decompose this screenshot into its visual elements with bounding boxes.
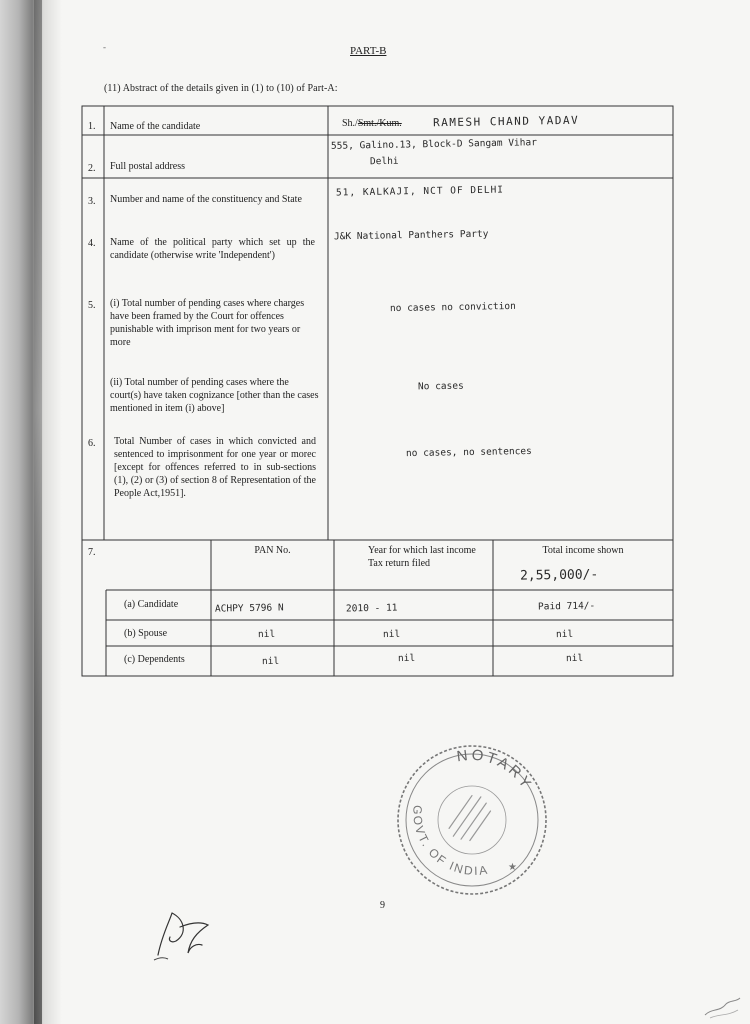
pan-header: PAN No. bbox=[254, 545, 291, 556]
row-5-number: 5. bbox=[88, 300, 96, 311]
row-3-number: 3. bbox=[88, 196, 96, 207]
dependents-label: (c) Dependents bbox=[124, 654, 185, 665]
candidate-name-value: RAMESH CHAND YADAV bbox=[432, 113, 580, 130]
title-prefix bbox=[342, 117, 402, 130]
candidate-tax-paid-value: Paid 714/- bbox=[537, 600, 596, 613]
candidate-income-value: 2,55,000/- bbox=[519, 567, 599, 584]
row-2-number: 2. bbox=[88, 163, 96, 174]
header-dash: - bbox=[103, 42, 106, 52]
dependents-year-value: nil bbox=[397, 652, 416, 665]
row-5i-label: (i) Total number of pending cases where charges have been framed by the Court for offences punishable with imprison ment for two years or more bbox=[110, 298, 305, 348]
row-3-label: Number and name of the constituency and State bbox=[110, 194, 302, 205]
postal-address-line2: Delhi bbox=[369, 155, 399, 168]
title-prefix-struck: Smt./Kum. bbox=[357, 118, 402, 129]
candidate-label: (a) Candidate bbox=[124, 599, 179, 610]
row-1-number: 1. bbox=[88, 121, 96, 132]
spouse-year-value: nil bbox=[382, 628, 401, 641]
candidate-pan-value: ACHPY 5796 N bbox=[214, 602, 284, 615]
abstract-heading: (11) Abstract of the details given in (1) to (10) of Part-A: bbox=[104, 83, 338, 94]
stamp-bottom-text: GOVT. OF INDIA bbox=[410, 804, 491, 879]
year-header: Year for which last income Tax return filed bbox=[368, 545, 476, 569]
part-title: PART-B bbox=[350, 45, 387, 57]
income-header: Total income shown bbox=[542, 545, 624, 556]
row-5ii-label: (ii) Total number of pending cases where the court(s) have taken cognizance [other than the cases mentioned in item (i) above] bbox=[110, 377, 319, 414]
row-6-number: 6. bbox=[88, 438, 96, 449]
candidate-year-value: 2010 - 11 bbox=[345, 602, 398, 615]
spouse-pan-value: nil bbox=[257, 628, 276, 641]
row-1-label: Name of the candidate bbox=[110, 121, 201, 132]
title-prefix-plain: Sh./ bbox=[342, 118, 358, 129]
dependents-income-value: nil bbox=[565, 652, 584, 665]
row-4-number: 4. bbox=[88, 238, 96, 249]
svg-text:GOVT. OF INDIA bbox=[391, 798, 498, 896]
convictions-value: no cases, no sentences bbox=[405, 445, 532, 460]
row-4-label: Name of the political party which set up the candidate (otherwise write 'Independent') bbox=[110, 237, 315, 261]
notary-stamp bbox=[390, 738, 550, 903]
cognizance-cases-value: No cases bbox=[417, 380, 464, 393]
row-2-label: Full postal address bbox=[110, 161, 185, 172]
corner-mark bbox=[700, 990, 745, 1020]
party-value: J&K National Panthers Party bbox=[333, 228, 489, 243]
postal-address-line1: 555, Galino.13, Block-D Sangam Vihar bbox=[330, 137, 537, 152]
page-number: 9 bbox=[380, 900, 385, 911]
spouse-label: (b) Spouse bbox=[124, 628, 168, 639]
constituency-value: 51, KALKAJI, NCT OF DELHI bbox=[335, 184, 505, 199]
spouse-income-value: nil bbox=[555, 628, 574, 641]
row-7-number: 7. bbox=[88, 547, 96, 558]
signature bbox=[150, 905, 220, 965]
pending-cases-value: no cases no conviction bbox=[389, 300, 516, 315]
svg-text:★: ★ bbox=[508, 862, 517, 873]
stamp-title: NOTARY bbox=[455, 746, 536, 794]
row-6-label: Total Number of cases in which convicted and sentenced to imprisonment for one year or morec [except for offences referred to in sub-sections (1), (2) or (3) of section 8 of Representation of the People Act,1951]. bbox=[114, 436, 316, 499]
dependents-pan-value: nil bbox=[261, 655, 280, 668]
